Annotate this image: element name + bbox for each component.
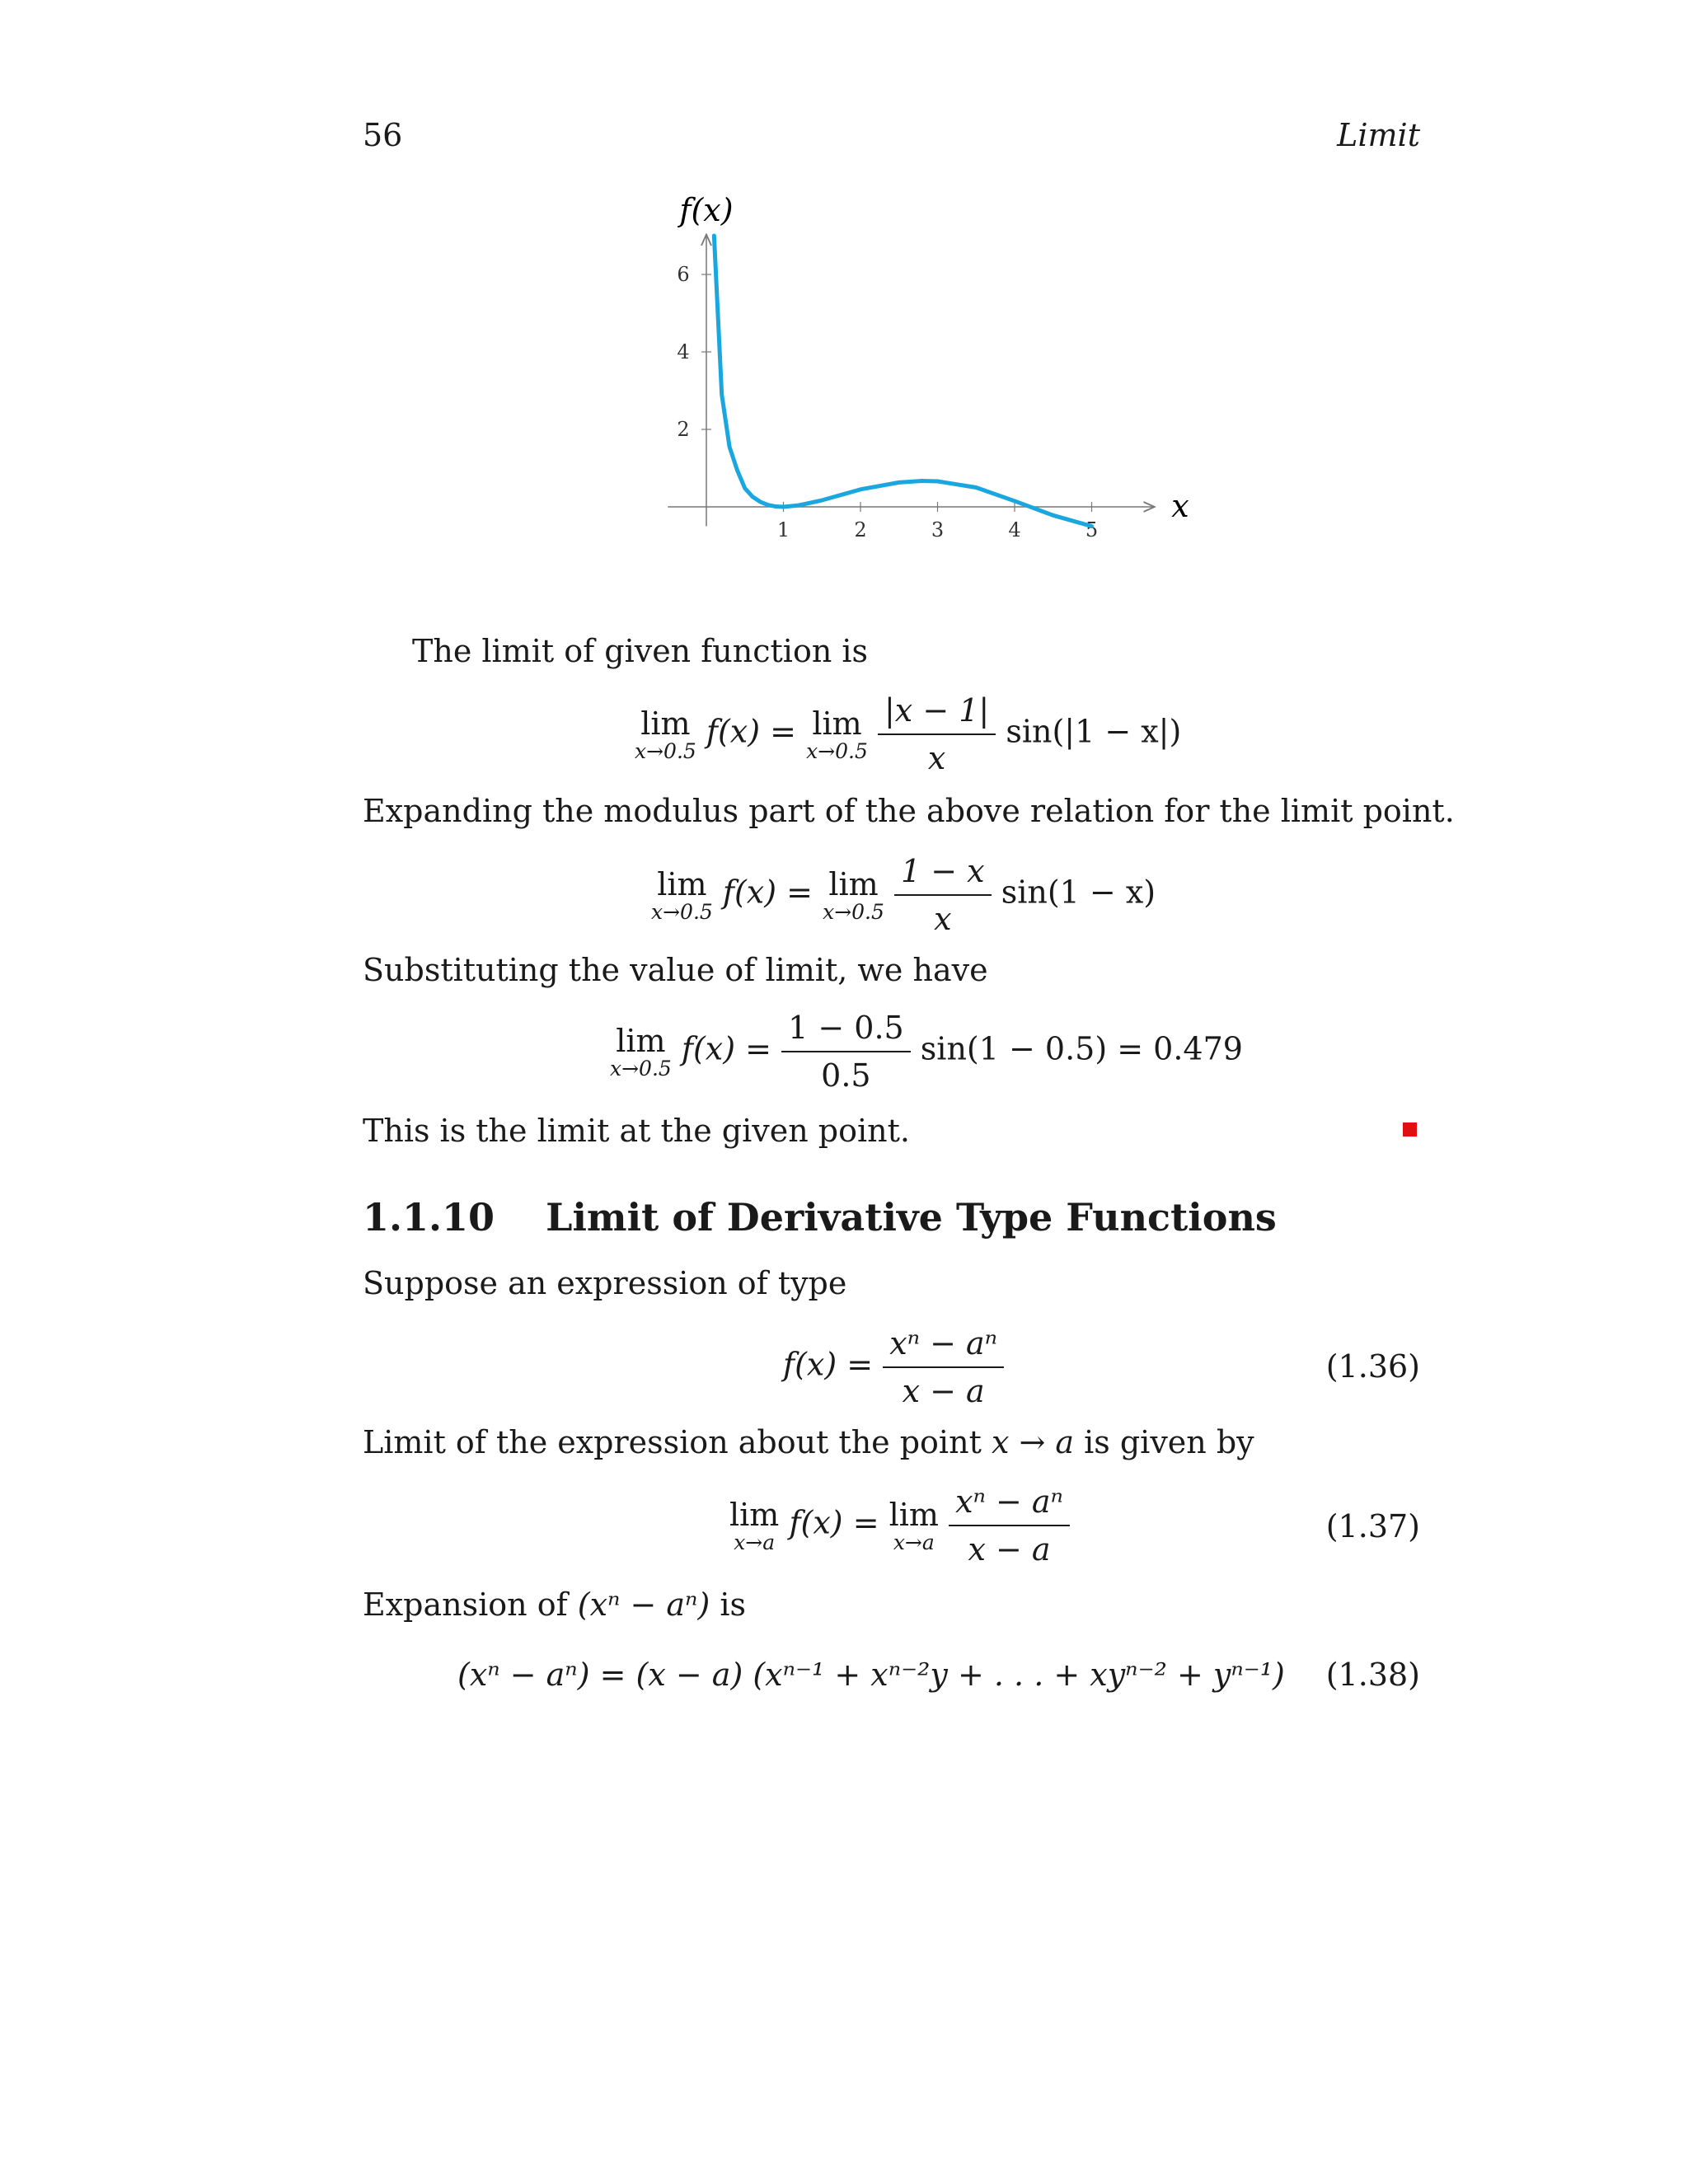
equation-number-1-37: (1.37) (1325, 1508, 1420, 1544)
equation-1-38: (xⁿ − aⁿ) = (x − a) (xⁿ⁻¹ + xⁿ⁻²y + . . . + xyⁿ⁻² + yⁿ⁻¹) (457, 1657, 1285, 1693)
fraction: $\frac{|x - 1|}{x}$ (878, 692, 996, 776)
paragraph-intro: The limit of given function is (412, 633, 869, 669)
y-tick-label: 4 (677, 340, 690, 363)
section-number: 1.1.10 (363, 1195, 495, 1240)
x-tick-label: 2 (854, 518, 867, 541)
limit-operator: lim x→0.5 (806, 705, 868, 763)
equation-1-36: f(x) = $\frac{\text{xⁿ − aⁿ}}{x - a}$ (783, 1325, 1004, 1409)
fraction: $\frac{1 - 0.5}{0.5}$ (781, 1010, 911, 1094)
qed-square-icon (1403, 1122, 1417, 1137)
page-number: 56 (363, 117, 403, 153)
equation-1: lim x→0.5 f(x) = lim x→0.5 $\frac{|x - 1|}{x}$ sin(|1 − x|) (635, 692, 1182, 776)
equation-number-1-36: (1.36) (1325, 1348, 1420, 1385)
section-title: Limit of Derivative Type Functions (546, 1195, 1277, 1240)
limit-operator: lim x→0.5 (823, 865, 884, 924)
fraction: $\frac{1 - x}{x}$ (894, 853, 992, 937)
limit-operator: lim x→0.5 (610, 1022, 672, 1080)
paragraph-conclusion: This is the limit at the given point. (363, 1113, 910, 1149)
equation-2: lim x→0.5 f(x) = lim x→0.5 $\frac{1 - x}{x}$ sin(1 − x) (651, 853, 1156, 937)
x-axis-label: x (1171, 488, 1189, 524)
x-tick-label: 3 (931, 518, 945, 541)
limit-operator: lim x→0.5 (651, 865, 713, 924)
paragraph-limit-expression: Limit of the expression about the point x → a is given by (363, 1424, 1254, 1460)
equation-3: lim x→0.5 f(x) = $\frac{1 - 0.5}{0.5}$ sin(1 − 0.5) = 0.479 (610, 1010, 1243, 1094)
x-tick-label: 5 (1085, 518, 1099, 541)
function-plot (643, 181, 1189, 569)
limit-operator: lim x→a (729, 1496, 780, 1554)
y-tick-label: 6 (677, 263, 690, 286)
y-axis-label: f(x) (679, 192, 734, 228)
section-heading (363, 1195, 1277, 1240)
paragraph-expansion: Expansion of (xⁿ − aⁿ) is (363, 1586, 747, 1623)
fraction: $\frac{\text{xⁿ − aⁿ}}{x - a}$ (949, 1483, 1070, 1568)
function-curve (714, 236, 1091, 527)
paragraph-substituting: Substituting the value of limit, we have (363, 952, 988, 988)
limit-operator: lim x→a (889, 1496, 939, 1554)
paragraph-suppose: Suppose an expression of type (363, 1265, 847, 1301)
y-tick-label: 2 (677, 418, 690, 441)
equation-1-37: lim x→a f(x) = lim x→a $\frac{\text{xⁿ − aⁿ}}{x - a}$ (729, 1483, 1070, 1568)
running-title: Limit (1337, 117, 1420, 153)
paragraph-expanding: Expanding the modulus part of the above relation for the limit point. (363, 793, 1455, 829)
x-tick-label: 4 (1008, 518, 1021, 541)
equation-number-1-38: (1.38) (1325, 1657, 1420, 1693)
limit-operator: lim x→0.5 (635, 705, 696, 763)
x-tick-label: 1 (776, 518, 790, 541)
fraction: $\frac{\text{xⁿ − aⁿ}}{x - a}$ (883, 1325, 1004, 1409)
